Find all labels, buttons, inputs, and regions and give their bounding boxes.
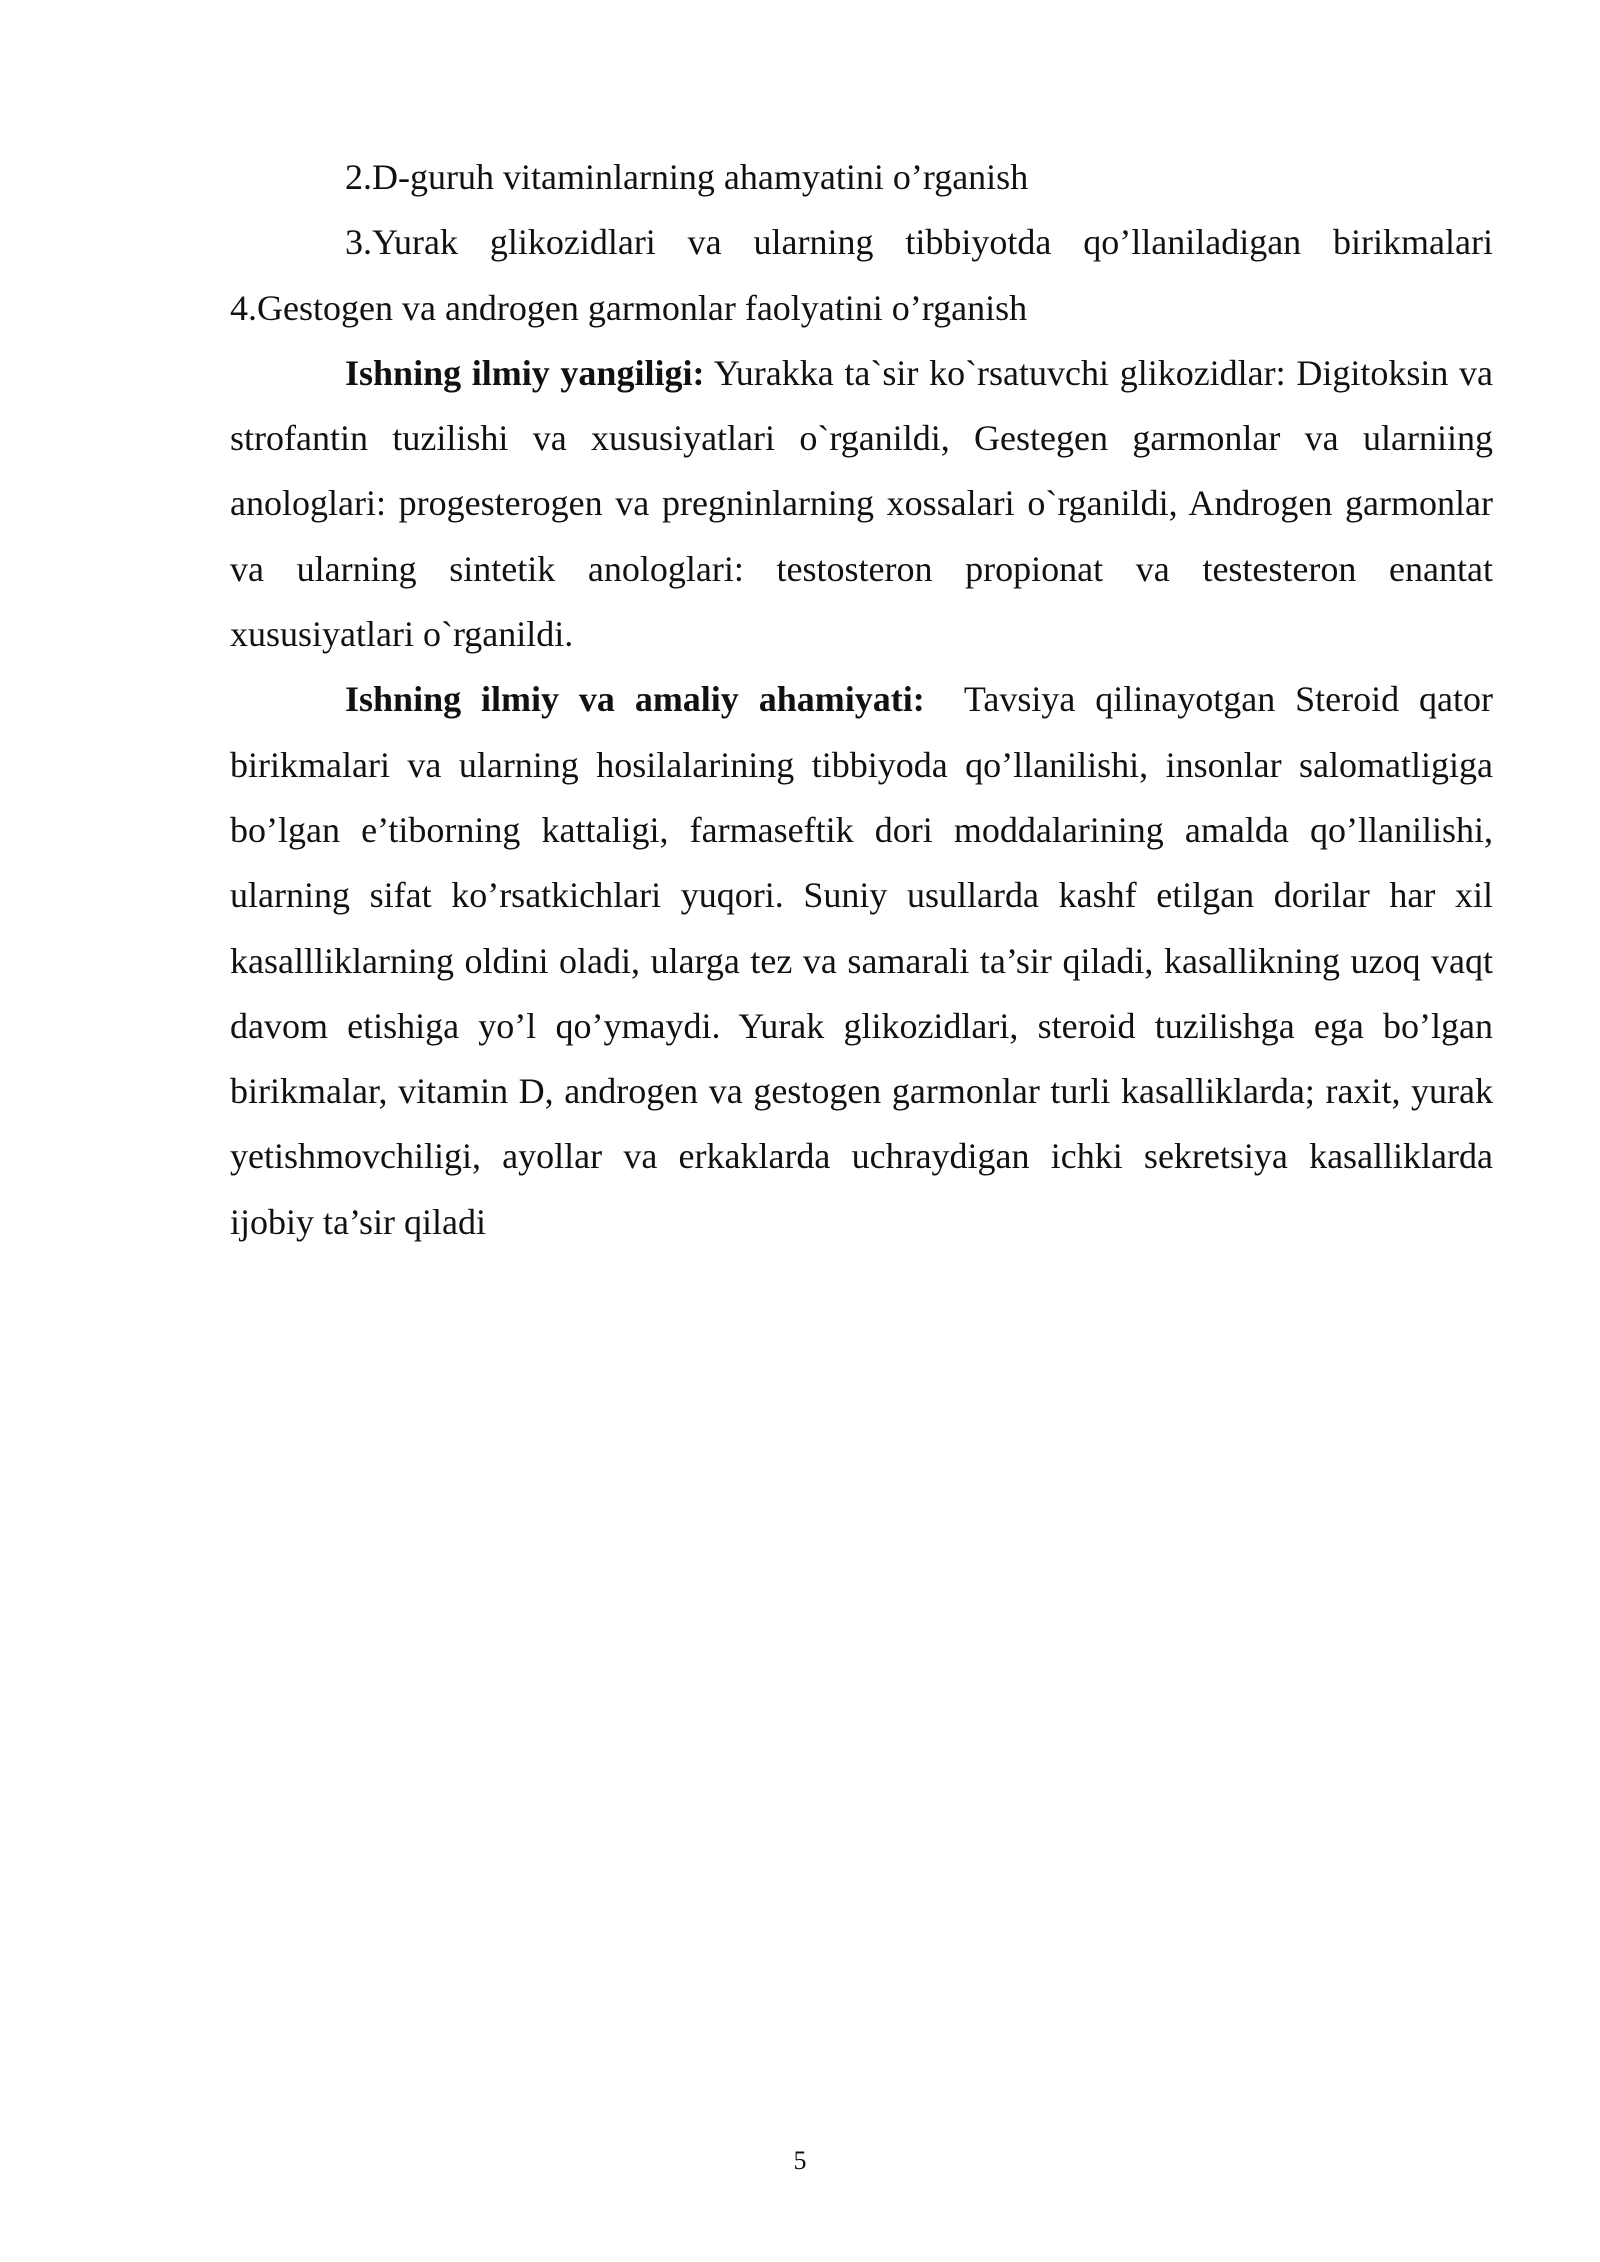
novelty-heading: Ishning ilmiy yangiligi:	[345, 352, 705, 393]
novelty-text: Yurakka ta`sir ko`rsatuvchi glikozidlar: Digitoksin va strofantin tuzilishi va xususiyatlari o`rganildi, Gestegen garmonlar va ularniing anologlari: progesterogen va pregninlarning xossalari o`rganildi, Androgen garmonlar va ularning sintetik anologlari: testosteron propionat va testesteron enantat xususiyatlari o`rganildi.	[230, 352, 1493, 655]
body-text	[230, 145, 1493, 1255]
list-item: 2.D-guruh vitaminlarning ahamyatini o’rganish	[345, 157, 1029, 197]
list-item: 3.Yurak glikozidlari va ularning tibbiyotda qo’llaniladigan birikmalari	[345, 222, 1493, 263]
significance-heading: Ishning ilmiy va amaliy ahamiyati:	[345, 679, 925, 720]
page-number: 5	[793, 2146, 807, 2175]
significance-paragraph	[230, 667, 1493, 1255]
significance-text: Tavsiya qilinayotgan Steroid qator birikmalari va ularning hosilalarining tibbiyoda qo’llanilishi, insonlar salomatligiga bo’lgan e’tiborning kattaligi, farmaseftik dori moddalarining amalda qo’llanilishi, ularning sifat ko’rsatkichlari yuqori. Suniy usullarda kashf etilgan dorilar har xil kasallliklarning oldini oladi, ularga tez va samarali ta’sir qiladi, kasallikning uzoq vaqt davom etishiga yo’l qo’ymaydi. Yurak glikozidlari, steroid tuzilishga ega bo’lgan birikmalar, vitamin D, androgen va gestogen garmonlar turli kasalliklarda; raxit, yurak yetishmovchiligi, ayollar va erkaklarda uchraydigan ichki sekretsiya kasalliklarda ijobiy ta’sir qiladi	[230, 679, 1494, 1242]
novelty-paragraph	[230, 341, 1493, 667]
list-item: 4.Gestogen va androgen garmonlar faolyatini o’rganish	[230, 287, 1028, 328]
